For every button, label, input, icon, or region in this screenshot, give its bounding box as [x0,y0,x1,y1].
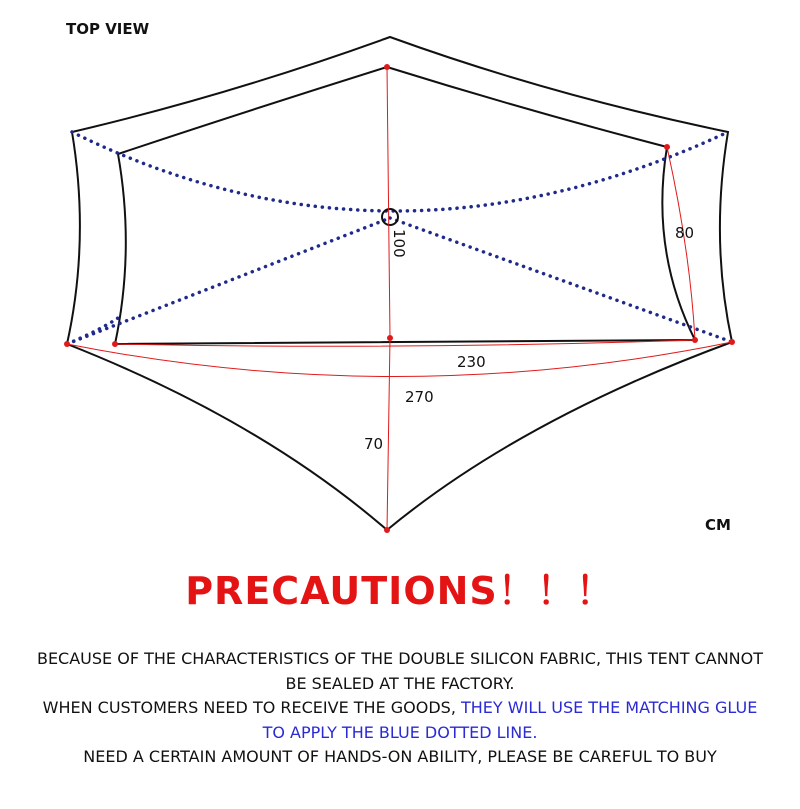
note-line-2 [30,696,770,745]
precautions-notes [30,647,770,770]
point-left-outer [64,341,70,347]
dimension-points [64,64,735,533]
dotted-left-corner [67,318,118,344]
point-left-inner [112,341,118,347]
unit-label: CM [705,516,731,534]
inner-outline [115,67,695,344]
dim-side [667,147,695,340]
note-line-1: BECAUSE OF THE CHARACTERISTICS OF THE DOUBLE SILICON FABRIC, THIS TENT CANNOT BE SEALED AT THE FACTORY. [36,649,764,693]
point-center [387,335,393,341]
dim-label-bottom-depth: 70 [364,435,384,453]
note-line-2-text: WHEN CUSTOMERS NEED TO RECEIVE THE GOODS, [42,698,461,717]
point-top [384,64,390,70]
dotted-diagonal-left [67,218,390,344]
dim-label-inner-width: 230 [457,353,486,371]
note-line-2-highlight: THEY WILL USE THE MATCHING GLUE TO APPLY THE BLUE DOTTED LINE. [262,698,758,742]
point-bottom [384,527,390,533]
dim-label-center-height: 100 [390,229,408,258]
dim-bottom-depth [387,338,390,530]
dim-center-height [387,67,390,338]
dotted-arc-top [72,132,728,211]
precautions-heading: PRECAUTIONS！！！ [185,569,615,613]
dim-label-side: 80 [675,224,695,242]
top-view-label: TOP VIEW [66,20,150,38]
point-right-outer [729,339,735,345]
note-line-3: NEED A CERTAIN AMOUNT OF HANDS-ON ABILITY, PLEASE BE CAREFUL TO BUY [83,747,717,766]
dimension-lines [67,67,732,530]
dim-label-outer-width: 270 [405,388,434,406]
point-right-inner [692,337,698,343]
dim-outer-width [67,342,732,377]
point-right-top [664,144,670,150]
outer-outline [67,37,732,530]
